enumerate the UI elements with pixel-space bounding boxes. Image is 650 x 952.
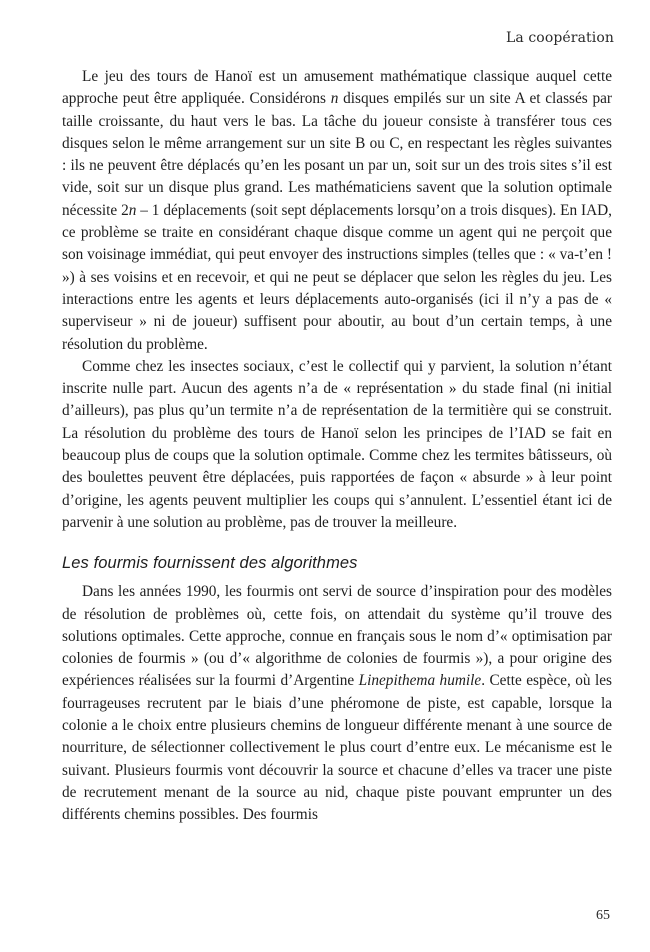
italic-variable: n <box>330 90 339 108</box>
text-run: – 1 déplacements (soit sept déplacements lorsqu’on a trois disques). En IAD, ce problème se traite en considérant chaque disque comme un agent qui ne perçoit que son voisinage immédiat, qui peut envoyer des instructions simples (telles que : « va-t’en ! ») à ses voisins et en recevoir, et qui ne peut se déplacer que selon les règles du jeu. Les interactions entre les agents et leurs déplacements auto-organisés (ici il n’y a pas de « superviseur » ni de joueur) suffisent pour aboutir, au bout d’un certain temps, à une résolution du problème. <box>62 201 612 353</box>
text-run: disques empilés sur un site A et classés par taille croissante, du haut vers le bas. La tâche du joueur consiste à transférer tous ces disques selon le même arrangement sur un site B ou C, en respectant les règles suivantes : ils ne peuvent être déplacés qu’en les posant un par un, soit sur un des trois sites s’il est vide, soit sur un disque plus grand. Les mathématiciens savent que la solution optimale nécessite 2 <box>62 90 613 219</box>
page-number: 65 <box>596 908 610 923</box>
italic-species-name: Linepithema humile <box>358 672 482 690</box>
text-run: . Cette espèce, où les fourrageuses recrutent par le biais d’une phéromone de piste, est capable, lorsque la colonie a le choix entre plusieurs chemins de longueur différente menant à une source de nourriture, de sélectionner collectivement le plus court d’entre eux. Le mécanisme est le suivant. Plusieurs fourmis vont découvrir la source et chacune d’elles va tracer une piste de recrutement menant de la source au nid, chaque piste pouvant emprunter un des différents chemins possibles. Des fourmis <box>62 672 613 824</box>
italic-variable: n <box>128 201 137 219</box>
text-run: Dans les années 1990, les fourmis ont servi de source d’inspiration pour des modèles de résolution de problèmes où, cette fois, on attendait du système qu’il trouve des solutions optimales. Cette approche, connue en français sous le nom d’« optimisation par colonies de fourmis » (ou d’« algorithme de colonies de fourmis »), a pour origine des expériences réalisées sur la fourmi d’Argentine <box>62 583 612 690</box>
running-head: La coopération <box>505 30 614 46</box>
paragraph-hanoi <box>62 66 612 356</box>
text-run: Le jeu des tours de Hanoï est un amusement mathématique classique auquel cette approche peut être appliquée. Considérons <box>62 68 612 108</box>
paragraph-ants <box>62 581 612 826</box>
section-heading: Les fourmis fournissent des algorithmes <box>62 554 358 573</box>
page-body <box>62 66 612 827</box>
paragraph-collective: Comme chez les insectes sociaux, c’est le collectif qui y parvient, la solution n’étant inscrite nulle part. Aucun des agents n’a de « représentation » du stade final (ni initial d’ailleurs), pas plus qu’un termite n’a de représentation de la termitière qui se construit. La résolution du problème des tours de Hanoï selon les principes de l’IAD se fait en beaucoup plus de coups que la solution optimale. Comme chez les termites bâtisseurs, où des boulettes peuvent être déplacées, puis rapportées de façon « absurde » à leur point d’origine, les agents peuvent multiplier les coups qui s’annulent. L’essentiel étant ici de parvenir à une solution au problème, pas de trouver la meilleure. <box>62 357 612 531</box>
